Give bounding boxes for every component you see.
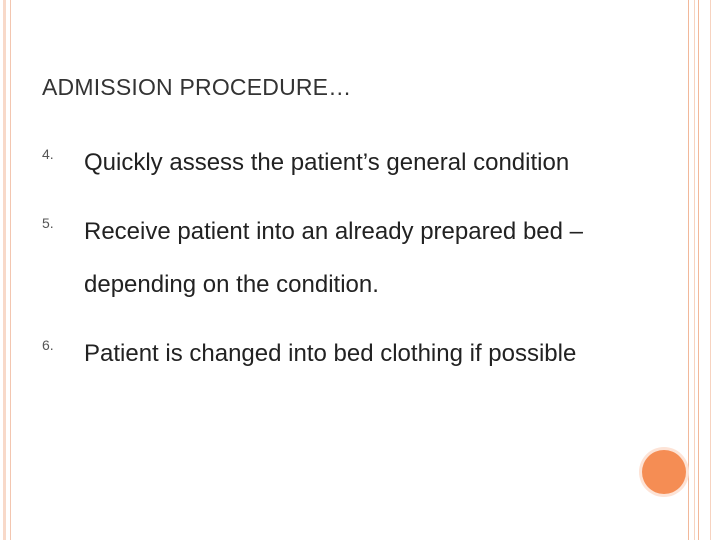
right-border-decoration <box>680 0 720 540</box>
list-item <box>42 205 682 311</box>
list-item-number: 6. <box>42 337 54 353</box>
list-item-number: 5. <box>42 215 54 231</box>
list-item <box>42 136 682 189</box>
list-item-text: Receive patient into an already prepared bed – depending on the condition. <box>84 218 584 298</box>
list-item <box>42 327 682 380</box>
orange-circle-decoration <box>642 450 686 494</box>
left-border-decoration <box>0 0 11 540</box>
list-item-text: Quickly assess the patient’s general condition <box>84 149 570 176</box>
numbered-list <box>42 136 682 396</box>
list-item-number: 4. <box>42 146 54 162</box>
slide-title: ADMISSION PROCEDURE… <box>42 74 352 100</box>
list-item-text: Patient is changed into bed clothing if possible <box>84 340 577 367</box>
